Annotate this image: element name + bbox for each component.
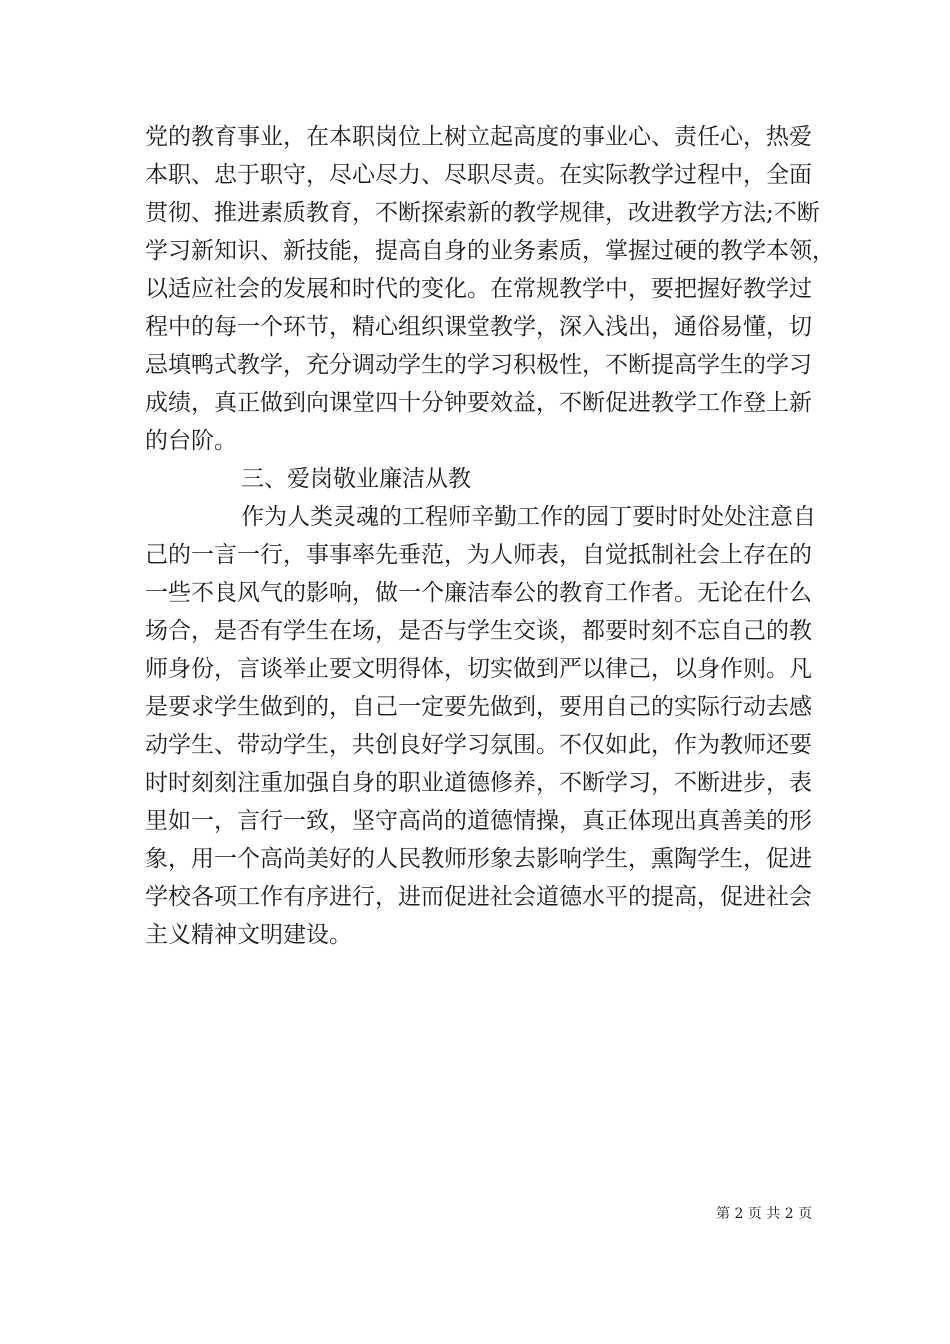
paragraph-line: 学校各项工作有序进行，进而促进社会道德水平的提高，促进社会 [145,884,812,910]
paragraph-line: 师身份，言谈举止要文明得体，切实做到严以律己，以身作则。凡 [145,656,812,682]
paragraph-line: 作为人类灵魂的工程师辛勤工作的园丁要时时处处注意自 [241,504,816,530]
paragraph-line: 动学生、带动学生，共创良好学习氛围。不仅如此，作为教师还要 [145,732,812,758]
paragraph-line: 以适应社会的发展和时代的变化。在常规教学中，要把握好教学过 [145,276,812,302]
paragraph-line: 贯彻、推进素质教育，不断探索新的教学规律，改进教学方法;不断 [145,200,820,226]
paragraph-line: 场合，是否有学生在场，是否与学生交谈，都要时刻不忘自己的教 [145,618,812,644]
paragraph-line: 象，用一个高尚美好的人民教师形象去影响学生，熏陶学生，促进 [145,846,812,872]
paragraph-2 [145,498,816,954]
paragraph-line: 党的教育事业，在本职岗位上树立起高度的事业心、责任心，热爱 [145,124,812,150]
paragraph-line: 是要求学生做到的，自己一定要先做到，要用自己的实际行动去感 [145,694,812,720]
paragraph-line: 一些不良风气的影响，做一个廉洁奉公的教育工作者。无论在什么 [145,580,812,606]
paragraph-line: 主义精神文明建设。 [145,922,352,948]
paragraph-line: 学习新知识、新技能，提高自身的业务素质，掌握过硬的教学本领， [145,238,835,264]
paragraph-1 [145,118,835,460]
paragraph-line: 成绩，真正做到向课堂四十分钟要效益，不断促进教学工作登上新 [145,390,812,416]
paragraph-line: 时时刻刻注重加强自身的职业道德修养，不断学习，不断进步，表 [145,770,812,796]
paragraph-line: 忌填鸭式教学，充分调动学生的学习积极性，不断提高学生的学习 [145,352,812,378]
paragraph-line: 程中的每一个环节，精心组织课堂教学，深入浅出，通俗易懂，切 [145,314,812,340]
paragraph-line: 己的一言一行，事事率先垂范，为人师表，自觉抵制社会上存在的 [145,542,812,568]
paragraph-line: 里如一，言行一致，坚守高尚的道德情操，真正体现出真善美的形 [145,808,812,834]
section-heading: 三、爱岗敬业廉洁从教 [241,466,471,492]
paragraph-line: 的台阶。 [145,428,237,454]
page-number-footer: 第 2 页 共 2 页 [716,1206,813,1222]
document-body [145,118,835,954]
paragraph-line: 本职、忠于职守，尽心尽力、尽职尽责。在实际教学过程中，全面 [145,162,812,188]
